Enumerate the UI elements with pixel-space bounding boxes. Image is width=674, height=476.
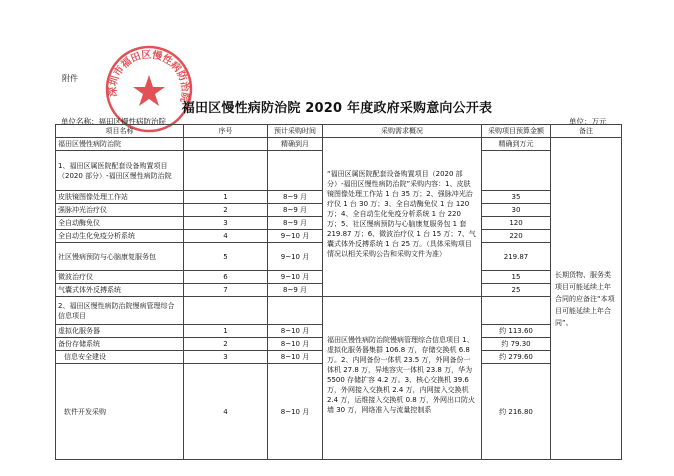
cell-desc-info: [323, 297, 482, 460]
cell-budget: 35: [482, 191, 551, 204]
cell-budget: 15: [482, 271, 551, 284]
cell-project: 福田区慢性病防治院: [56, 138, 184, 151]
cell-budget: [482, 297, 551, 325]
cell-time: 9~10 月: [268, 230, 323, 243]
cell-time: 精确到月: [268, 138, 323, 151]
cell-seq: 4: [184, 230, 268, 243]
cell-budget: 219.87: [482, 243, 551, 271]
table-row: [56, 297, 622, 325]
col-header-remark: 备注: [551, 125, 622, 138]
cell-project: 信息安全建设: [56, 351, 184, 364]
cell-time: 8~9 月: [268, 284, 323, 297]
desc-info-text: 福田区慢性病防治院慢病管理综合信息项目 1、虚拟化服务器集群 106.8 万，存储交换机 6.8 万。2、内网备份一体机 23.5 万，外网备份一体机 27.8 万，异地容灾一体机 23.8 万，华为 5500 存储扩容 4.2 万。3、核心交换机 39.6 万，外网接入交换机 2.4 万，内网接入交换机 2.4 万，运维接入交换机 0.8 万，外网出口防火墙 30 万，网络准入与流量控制系: [327, 336, 475, 414]
procurement-table: [55, 124, 622, 460]
col-header-time: 预计采购时间: [268, 125, 323, 138]
col-header-seq: 序号: [184, 125, 268, 138]
cell-seq: 2: [184, 204, 268, 217]
cell-time: 8~9 月: [268, 204, 323, 217]
cell-budget: 约 113.60: [482, 325, 551, 338]
cell-project: 虚拟化服务器: [56, 325, 184, 338]
cell-seq: 5: [184, 243, 268, 271]
cell-time: 8~10 月: [268, 338, 323, 351]
cell-seq: 3: [184, 351, 268, 364]
cell-seq: 2: [184, 338, 268, 351]
cell-time: [268, 297, 323, 325]
cell-budget: 约 79.30: [482, 338, 551, 351]
cell-seq: 7: [184, 284, 268, 297]
col-header-desc: 采购需求概况: [323, 125, 482, 138]
cell-remark: 长期货物、服务类项目可能延续上年合同的应备注“本项目可能延续上年合同”。: [551, 138, 622, 460]
cell-seq: 3: [184, 217, 268, 230]
cell-budget: 220: [482, 230, 551, 243]
cell-seq: 6: [184, 271, 268, 284]
cell-budget: 25: [482, 284, 551, 297]
cell-desc-equipment: [323, 138, 482, 297]
cell-time: 9~10 月: [268, 243, 323, 271]
cell-time: 8~10 月: [268, 364, 323, 460]
cell-project: 气囊式体外反搏系统: [56, 284, 184, 297]
cell-project: 全自动酶免仪: [56, 217, 184, 230]
cell-project: 1、福田区属医院配套设备购置项目（2020 部分）-福田区慢性病防治院: [56, 151, 184, 191]
attachment-label: 附件: [62, 74, 78, 83]
cell-project: 软件开发采购: [56, 364, 184, 460]
desc-equipment-text: “福田区属医院配套设备购置项目（2020 部分）-福田区慢性病防治院”采购内容：1、皮肤镜图像处理工作站 1 台 35 万；2、强脉冲光治疗仪 1 台 30 万；3、全自动酶免仪 1 台 120 万；4、全自动生化免疫分析系统 1 台 220 万；5、社区慢病预防与心脑康复服务包 1 套 219.87 万；6、微波治疗仪 1 台 15 万；7、气囊式体外反搏系统 1 台 25 万。（具体采购项目情况以相关采购公告和采购文件为准）: [327, 170, 476, 258]
cell-project: 皮肤镜图像处理工作站: [56, 191, 184, 204]
cell-time: 8~10 月: [268, 351, 323, 364]
table-header-row: [56, 125, 622, 138]
svg-text:深圳市福田区慢性病防治院: 深圳市福田区慢性病防治院: [107, 49, 191, 104]
cell-seq: [184, 138, 268, 151]
col-header-budget: 采购项目预算金额: [482, 125, 551, 138]
cell-budget: 120: [482, 217, 551, 230]
cell-time: [268, 151, 323, 191]
cell-time: 8~10 月: [268, 325, 323, 338]
cell-project: 强脉冲光治疗仪: [56, 204, 184, 217]
unit-name-label: 单位名称：福田区慢性病防治院: [61, 117, 166, 126]
cell-seq: 1: [184, 191, 268, 204]
cell-budget: 精确到万元: [482, 138, 551, 151]
cell-project: 全自动生化免疫分析系统: [56, 230, 184, 243]
cell-project: 微波治疗仪: [56, 271, 184, 284]
cell-budget: 约 216.80: [482, 364, 551, 460]
cell-time: 8~9 月: [268, 217, 323, 230]
cell-budget: 约 279.60: [482, 351, 551, 364]
cell-project: 备份存储系统: [56, 338, 184, 351]
cell-budget: [482, 151, 551, 191]
cell-project: 2、福田区慢性病防治院慢病管理综合信息项目: [56, 297, 184, 325]
cell-seq: [184, 297, 268, 325]
col-header-project: 项目名称: [56, 125, 184, 138]
cell-project: 社区慢病预防与心脑康复服务包: [56, 243, 184, 271]
currency-unit-label: 单位：万元: [569, 117, 607, 126]
cell-budget: 30: [482, 204, 551, 217]
cell-time: 9~10 月: [268, 271, 323, 284]
cell-seq: 4: [184, 364, 268, 460]
table-row: [56, 138, 622, 151]
cell-seq: [184, 151, 268, 191]
cell-seq: 1: [184, 325, 268, 338]
cell-time: 8~9 月: [268, 191, 323, 204]
page-title: 福田区慢性病防治院 2020 年度政府采购意向公开表: [181, 101, 493, 116]
